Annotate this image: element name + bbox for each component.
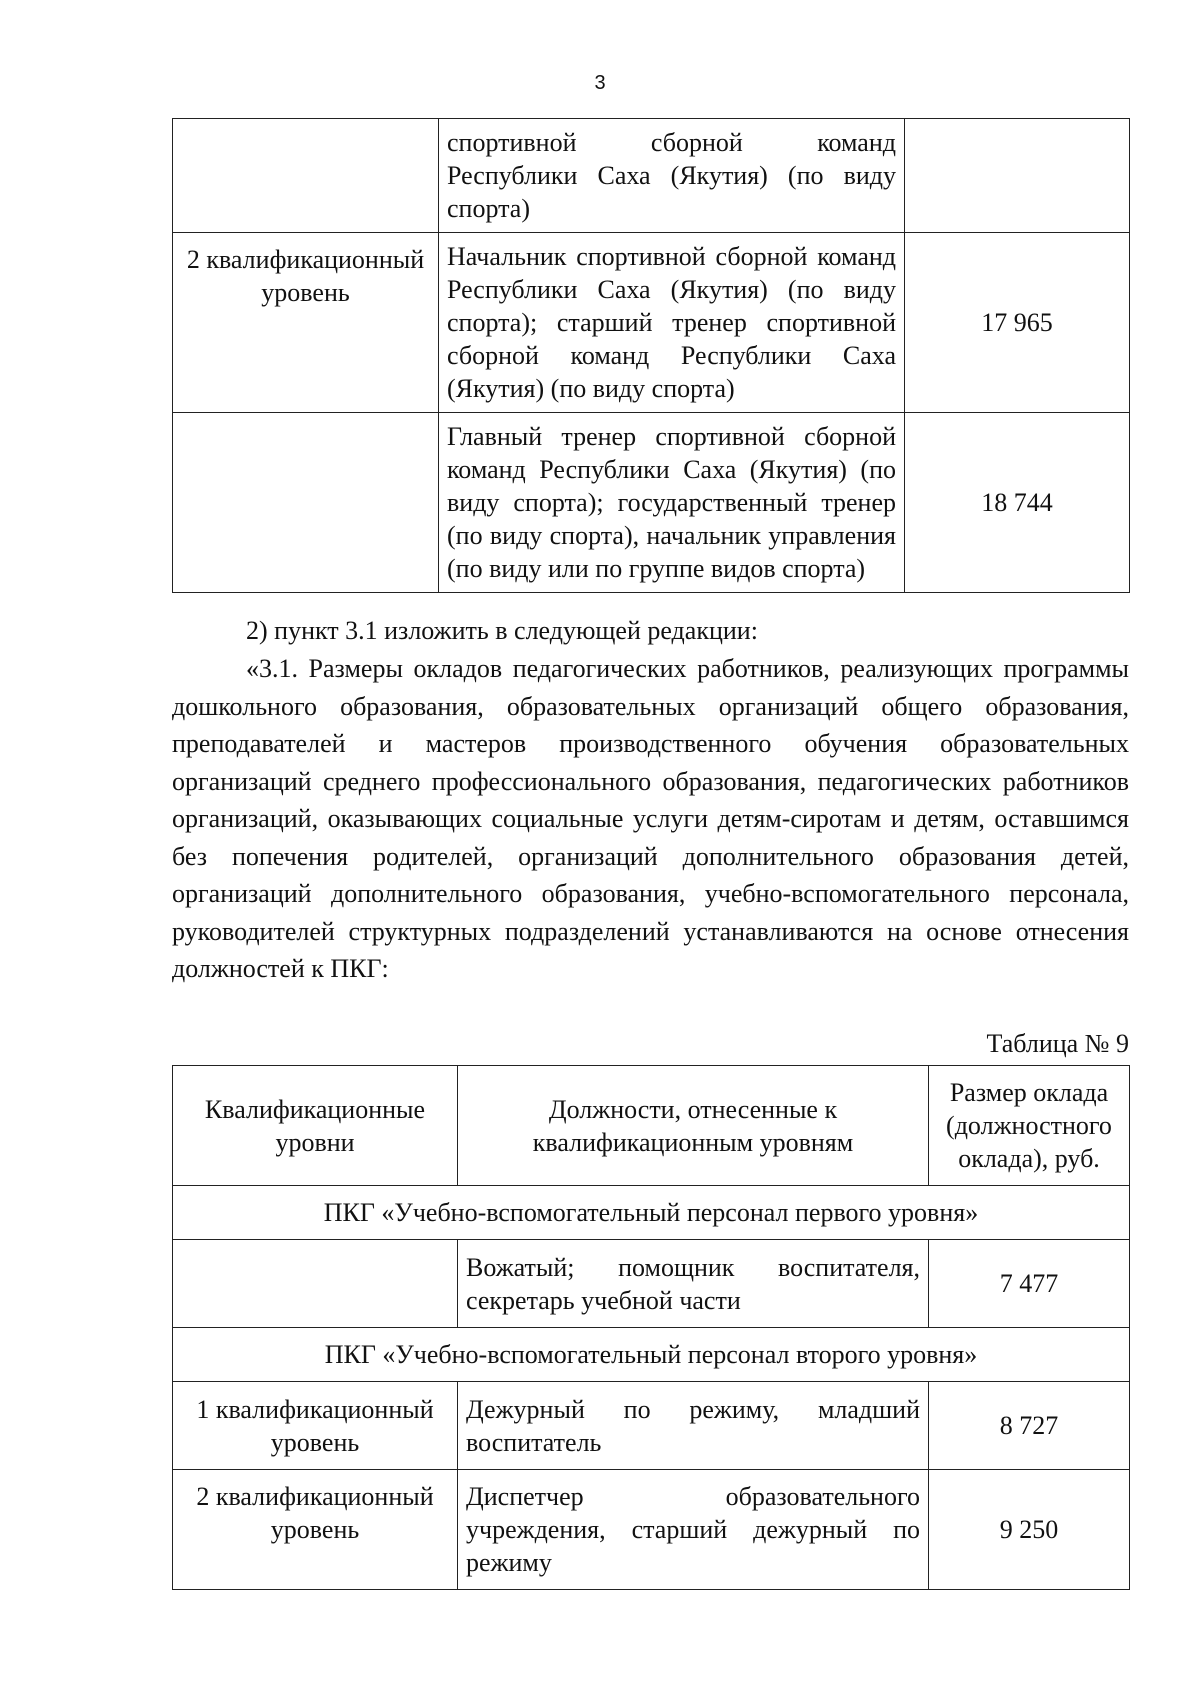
qualification-level-cell [173, 119, 439, 233]
positions-cell: Дежурный по режиму, младший воспитатель [458, 1382, 929, 1470]
table-row [173, 413, 1130, 593]
page-number: 3 [594, 72, 606, 94]
qualification-level-cell: 1 квалификационный уровень [173, 1382, 458, 1470]
table-row [173, 119, 1130, 233]
table-row [173, 233, 1130, 413]
qualification-level-cell [173, 1240, 458, 1328]
positions-cell: Главный тренер спортивной сборной команд Республики Саха (Якутия) (по виду спорта); государственный тренер (по виду спорта), начальник управления (по виду или по группе видов спорта) [439, 413, 905, 593]
header-qualification-levels: Квалификационные уровни [173, 1066, 458, 1186]
clause-3-1-text: «3.1. Размеры окладов педагогических работников, реализующих программы дошкольного образования, образовательных организаций общего образования, преподавателей и мастеров производственного обучения образовательных организаций среднего профессионального образования, педагогических работников организаций, оказывающих социальные услуги детям-сиротам и детям, оставшимся без попечения родителей, организаций дополнительного образования детей, организаций дополнительного образования, учебно-вспомогательного персонала, руководителей структурных подразделений устанавливаются на основе отнесения должностей к ПКГ: [172, 654, 1129, 983]
table-row [173, 1470, 1130, 1590]
header-positions: Должности, отнесенные к квалификационным уровням [458, 1066, 929, 1186]
qualification-level-cell [173, 413, 439, 593]
salary-cell: 7 477 [929, 1240, 1130, 1328]
group-title-first-level: ПКГ «Учебно-вспомогательный персонал первого уровня» [173, 1186, 1130, 1240]
positions-cell: Диспетчер образовательного учреждения, старший дежурный по режиму [458, 1470, 929, 1590]
salary-table-continued [172, 118, 1130, 593]
qualification-level-cell: 2 квалификационный уровень [173, 233, 439, 413]
salary-cell: 18 744 [905, 413, 1130, 593]
table-header-row [173, 1066, 1130, 1186]
positions-cell: спортивной сборной команд Республики Саха (Якутия) (по виду спорта) [439, 119, 905, 233]
salary-cell [905, 119, 1130, 233]
table-row [173, 1240, 1130, 1328]
amendment-item-2: 2) пункт 3.1 изложить в следующей редакции: [246, 616, 758, 645]
header-salary: Размер оклада (должностного оклада), руб. [929, 1066, 1130, 1186]
group-row [173, 1186, 1130, 1240]
group-title-second-level: ПКГ «Учебно-вспомогательный персонал второго уровня» [173, 1328, 1130, 1382]
positions-cell: Начальник спортивной сборной команд Республики Саха (Якутия) (по виду спорта); старший тренер спортивной сборной команд Республики Саха (Якутия) (по виду спорта) [439, 233, 905, 413]
group-row [173, 1328, 1130, 1382]
salary-cell: 17 965 [905, 233, 1130, 413]
salary-cell: 8 727 [929, 1382, 1130, 1470]
qualification-level-cell: 2 квалификационный уровень [173, 1470, 458, 1590]
salary-table-9 [172, 1065, 1130, 1590]
positions-cell: Вожатый; помощник воспитателя, секретарь учебной части [458, 1240, 929, 1328]
table-caption: Таблица № 9 [986, 1029, 1129, 1058]
table-row [173, 1382, 1130, 1470]
salary-cell: 9 250 [929, 1470, 1130, 1590]
